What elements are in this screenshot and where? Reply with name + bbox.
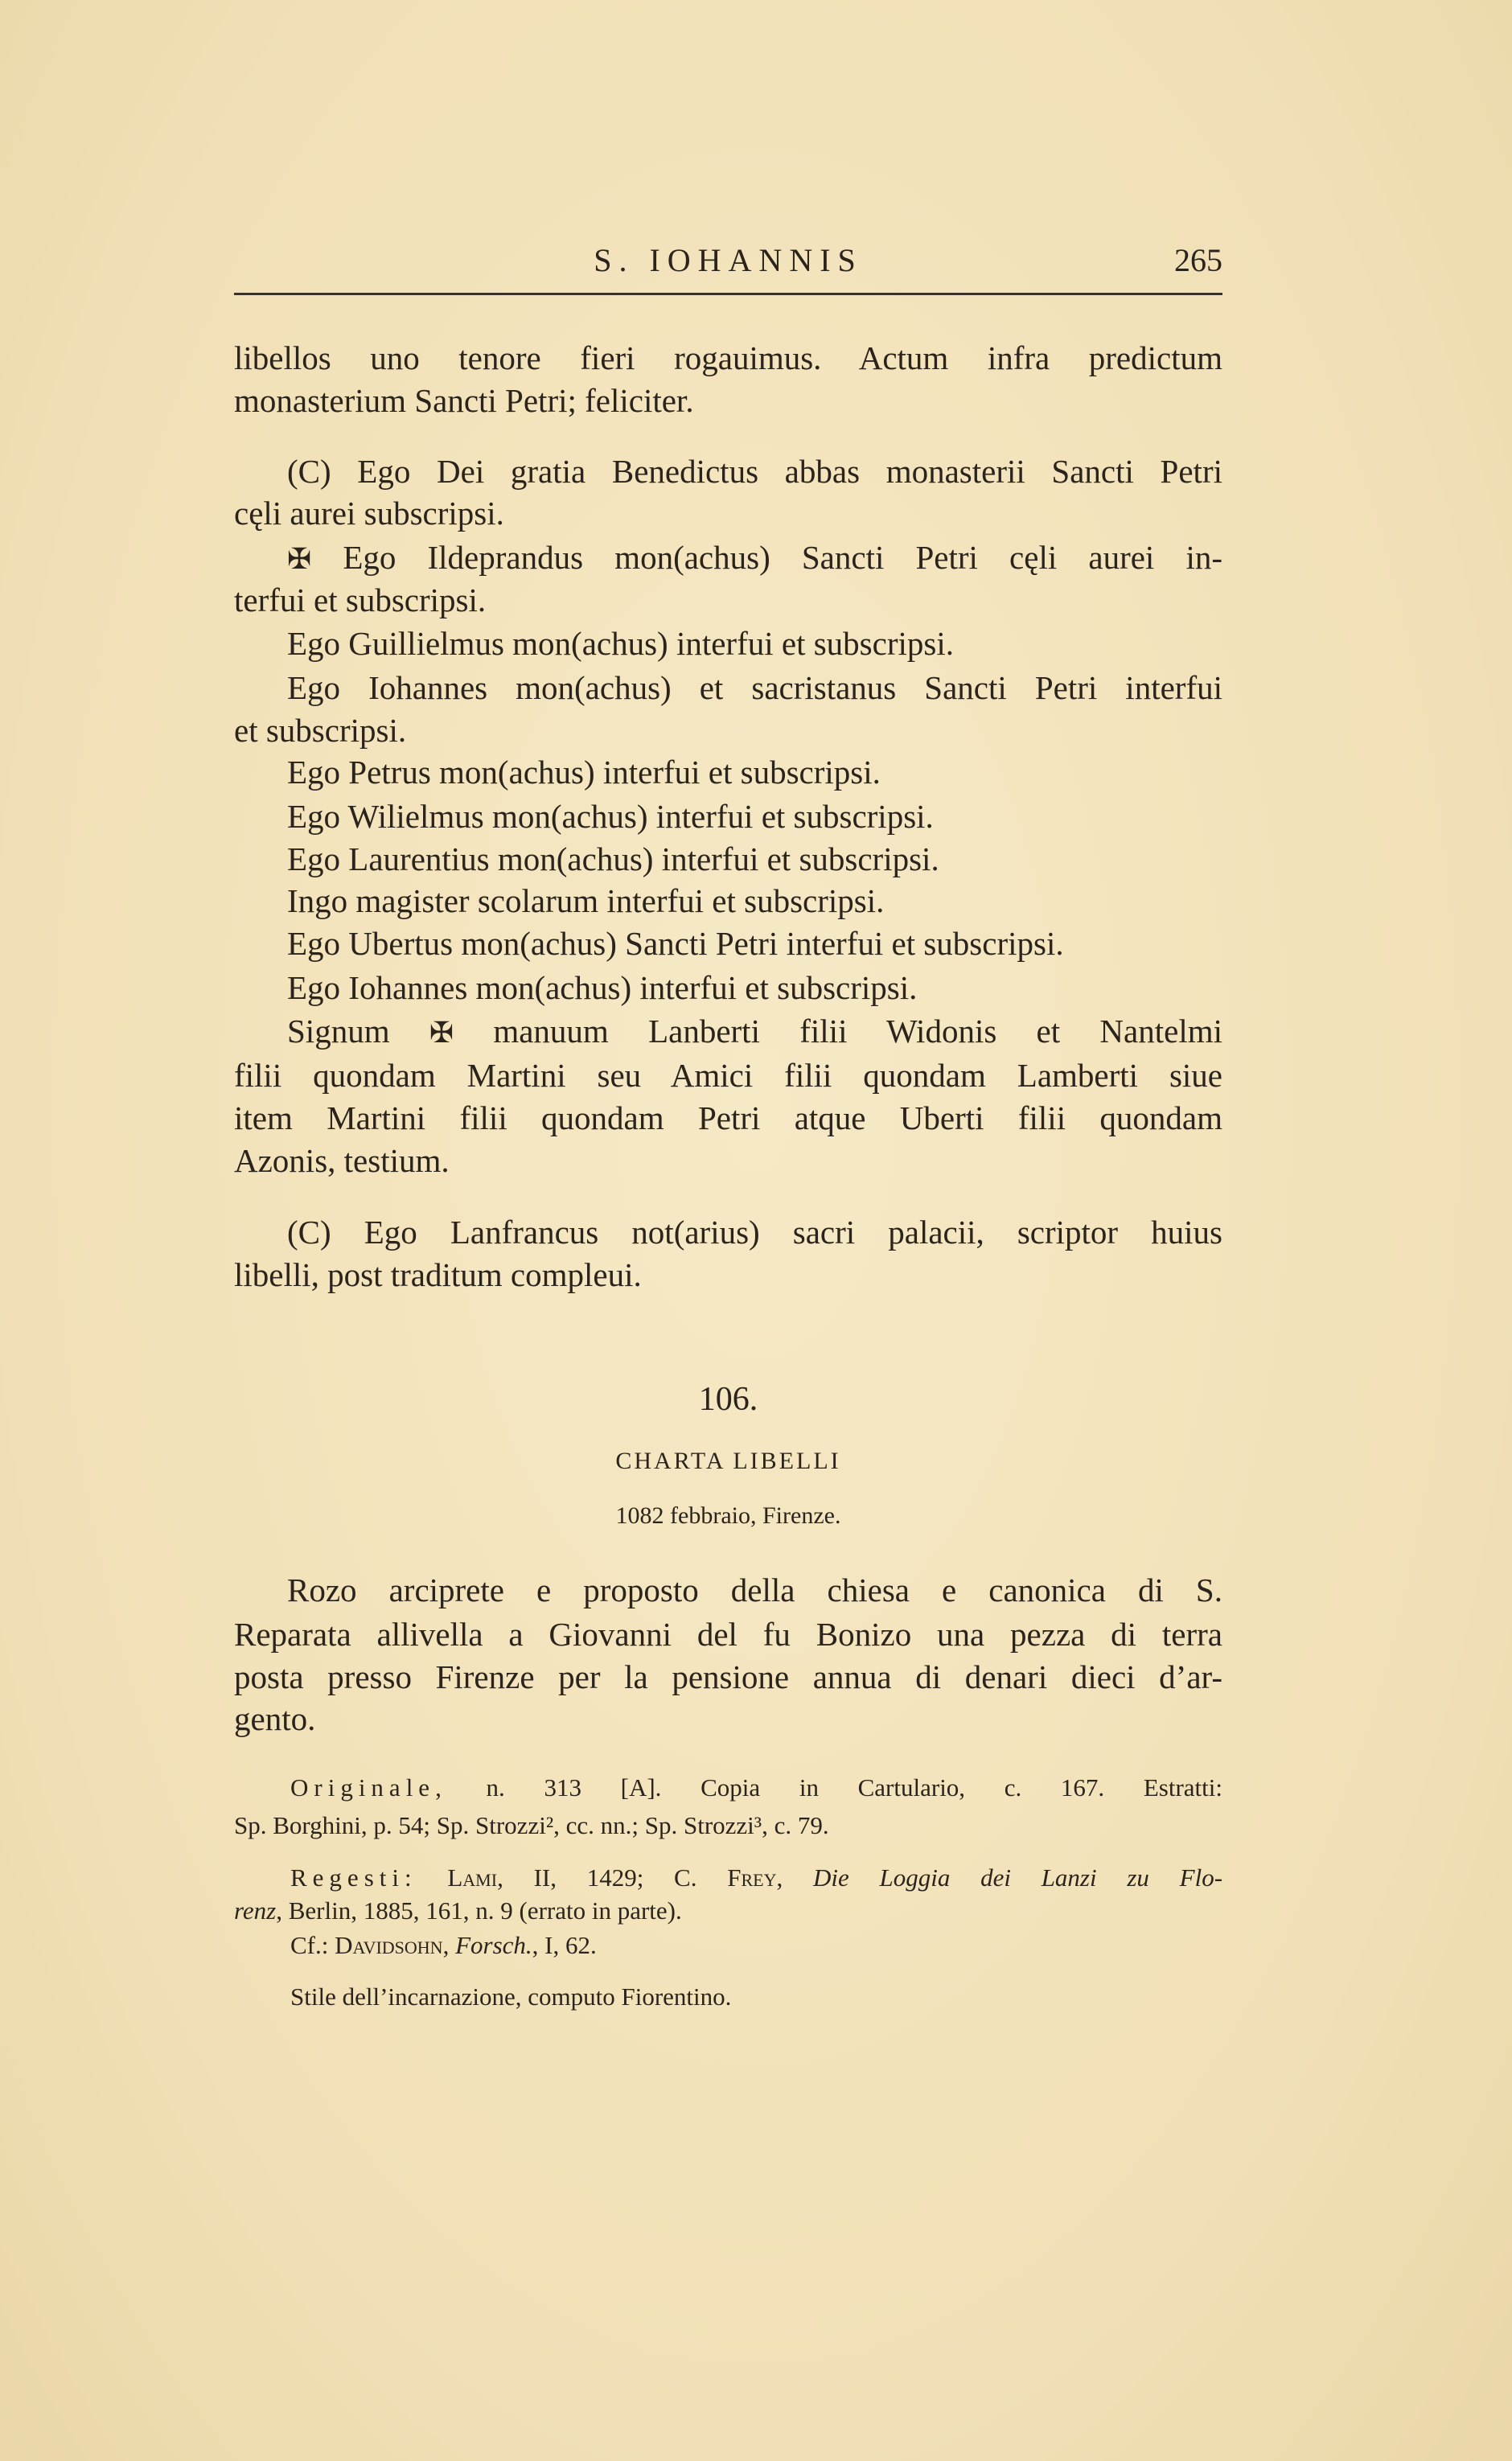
- text-line: filii quondam Martini seu Amici filii quondam Lamberti siue: [234, 1057, 1222, 1094]
- text-line: Ingo magister scolarum interfui et subscripsi.: [287, 882, 885, 919]
- note-text: ,: [776, 1863, 813, 1892]
- text-line: (C) Ego Lanfrancus not(arius) sacri palacii, scriptor huius: [287, 1214, 1222, 1251]
- summary-line: posta presso Firenze per la pensione annua di denari dieci d’ar-: [234, 1658, 1222, 1695]
- text-line: [287, 1010, 1222, 1052]
- text-line: Ego Petrus mon(achus) interfui et subscripsi.: [287, 754, 881, 791]
- note-style: Stile dell’incarnazione, computo Fiorentino.: [290, 1982, 732, 2011]
- note-label: Originale,: [290, 1773, 447, 1802]
- note-text: ,: [442, 1931, 456, 1959]
- note-originale: [290, 1772, 1222, 1804]
- text-line: Ego Laurentius mon(achus) interfui et subscripsi.: [287, 840, 939, 877]
- note-label: Regesti:: [290, 1863, 417, 1892]
- text-line: Ego Iohannes mon(achus) et sacristanus Sancti Petri interfui: [287, 669, 1222, 706]
- text-line: monasterium Sancti Petri; feliciter.: [234, 382, 694, 419]
- summary-line: gento.: [234, 1700, 316, 1737]
- note-cf: [290, 1929, 1222, 1962]
- document-title: CHARTA LIBELLI: [615, 1448, 841, 1474]
- text-line: item Martini filii quondam Petri atque Uberti filii quondam: [234, 1099, 1222, 1136]
- author: Frey: [727, 1863, 777, 1892]
- document-date: 1082 febbraio, Firenze.: [615, 1502, 841, 1529]
- document-number: 106.: [698, 1381, 758, 1418]
- book-title: renz: [234, 1896, 277, 1925]
- text-line: Ego Guillielmus mon(achus) interfui et subscripsi.: [287, 625, 954, 662]
- text-line: libellos uno tenore fieri rogauimus. Actum infra predictum: [234, 339, 1222, 376]
- text-line: [287, 536, 1222, 578]
- text-line: cęli aurei subscripsi.: [234, 495, 504, 532]
- text-line: Azonis, testium.: [234, 1142, 450, 1179]
- running-header: [234, 241, 1222, 286]
- note-regesti-cont: [234, 1895, 1222, 1927]
- text-line: libelli, post traditum compleui.: [234, 1256, 642, 1293]
- text-line: (C) Ego Dei gratia Benedictus abbas monasterii Sancti Petri: [287, 453, 1222, 490]
- text-line: et subscripsi.: [234, 712, 407, 749]
- summary-line: Rozo arciprete e proposto della chiesa e canonica di S.: [287, 1572, 1222, 1608]
- note-text: , I, 62.: [532, 1931, 597, 1959]
- text-line: Ego Ubertus mon(achus) Sancti Petri interfui et subscripsi.: [287, 925, 1064, 962]
- book-title: Die Loggia dei Lanzi zu Flo-: [812, 1863, 1223, 1892]
- running-title: S. IOHANNIS: [594, 242, 863, 278]
- book-title: Forsch.: [455, 1931, 532, 1959]
- text-span: manuum Lanberti filii Widonis et Nantelmi: [493, 1013, 1222, 1050]
- note-text: n. 313 [A]. Copia in Cartulario, c. 167. Estratti:: [486, 1773, 1223, 1802]
- summary-line: Reparata allivella a Giovanni del fu Bonizo una pezza di terra: [234, 1616, 1222, 1653]
- note-text: , II, 1429; C.: [497, 1863, 728, 1892]
- text-line: Ego Wilielmus mon(achus) interfui et subscripsi.: [287, 798, 934, 835]
- cross-icon: ✠: [429, 1017, 454, 1049]
- author: Lami: [447, 1863, 498, 1892]
- note-regesti: [290, 1862, 1222, 1894]
- text-span: Ego Ildeprandus mon(achus) Sancti Petri cęli aurei in-: [343, 539, 1222, 576]
- note-estratti: Sp. Borghini, p. 54; Sp. Strozzi², cc. nn.; Sp. Strozzi³, c. 79.: [234, 1811, 829, 1839]
- header-rule: [234, 293, 1222, 295]
- note-text: , Berlin, 1885, 161, n. 9 (errato in parte).: [276, 1896, 682, 1925]
- note-text: Cf.:: [290, 1931, 335, 1959]
- text-line: Ego Iohannes mon(achus) interfui et subscripsi.: [287, 969, 918, 1006]
- cross-icon: ✠: [287, 543, 312, 575]
- text-span: Signum: [287, 1013, 390, 1050]
- text-line: terfui et subscripsi.: [234, 581, 487, 618]
- author: Davidsohn: [335, 1931, 443, 1959]
- page-number: 265: [1174, 242, 1222, 278]
